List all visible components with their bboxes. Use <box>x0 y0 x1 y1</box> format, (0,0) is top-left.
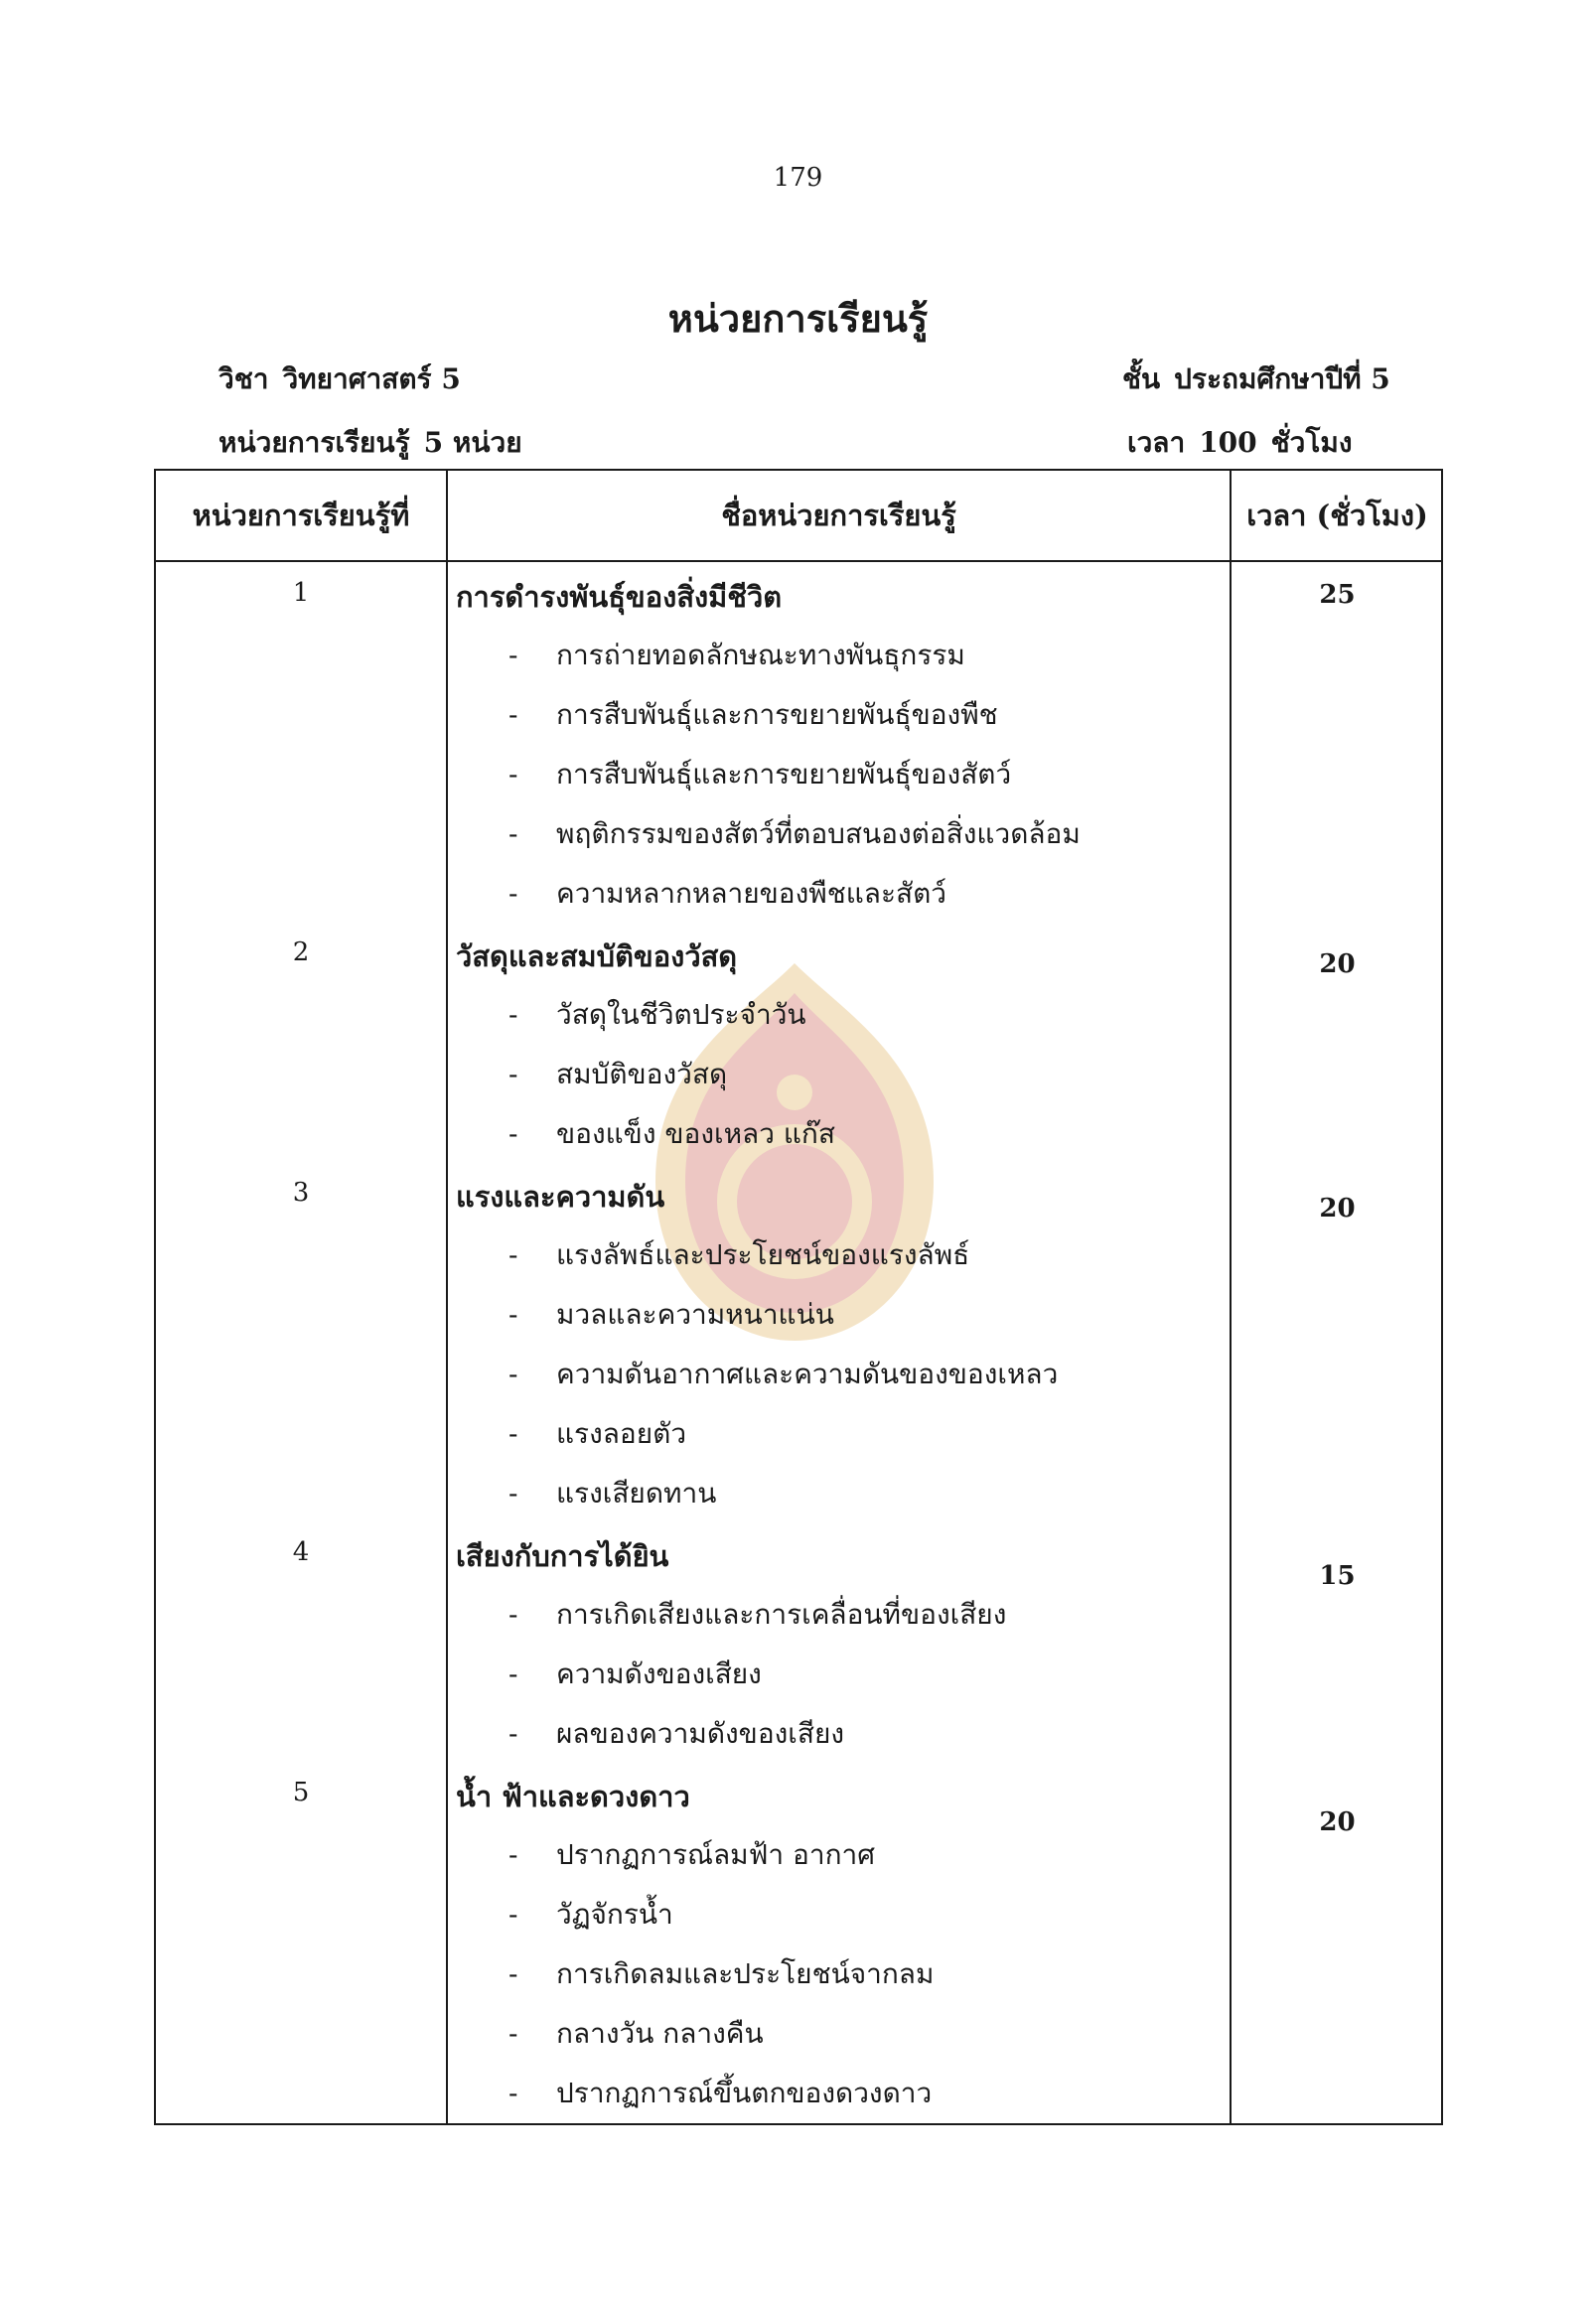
units-line <box>218 421 522 465</box>
unit-title: แรงและความดัน <box>456 1180 665 1214</box>
subject-value: วิทยาศาสตร์ 5 <box>282 362 461 395</box>
column-header-unit-name: ชื่อหน่วยการเรียนรู้ <box>721 499 956 532</box>
unit-number: 2 <box>292 937 310 967</box>
document-title: หน่วยการเรียนรู้ <box>667 296 929 341</box>
topic-bullet: - <box>508 1117 518 1150</box>
topic-item: - ปรากฏการณ์ลมฟ้า อากาศ <box>508 1838 876 1871</box>
time-value: 100 <box>1199 426 1257 459</box>
topic-item: - วัฏจักรน้ำ <box>508 1898 673 1931</box>
topic-bullet: - <box>508 1838 518 1871</box>
topic-bullet: - <box>508 1238 518 1271</box>
topic-item: - การเกิดเสียงและการเคลื่อนที่ของเสียง <box>508 1598 1007 1631</box>
grade-label: ชั้น <box>1122 362 1161 395</box>
grade-line <box>1122 358 1390 401</box>
topic-bullet: - <box>508 1598 518 1631</box>
unit-number: 4 <box>292 1537 310 1567</box>
topic-bullet: - <box>508 698 518 731</box>
unit-hours: 25 <box>1319 580 1356 610</box>
topic-item: - การสืบพันธุ์และการขยายพันธุ์ของสัตว์ <box>508 758 1012 791</box>
time-unit: ชั่วโมง <box>1270 426 1353 459</box>
subject-label: วิชา <box>218 362 269 395</box>
topic-item: - ความดันอากาศและความดันของของเหลว <box>508 1358 1059 1390</box>
topic-item: - แรงเสียดทาน <box>508 1477 717 1510</box>
topic-bullet: - <box>508 1957 518 1990</box>
learning-units-table <box>154 469 1443 2125</box>
topic-bullet: - <box>508 2017 518 2050</box>
subject-line <box>218 358 461 401</box>
topic-bullet: - <box>508 758 518 791</box>
page-number: 179 <box>773 163 823 193</box>
topic-item: - มวลและความหนาแน่น <box>508 1298 834 1331</box>
topic-item: - วัสดุในชีวิตประจำวัน <box>508 998 806 1031</box>
units-label: หน่วยการเรียนรู้ <box>218 426 410 459</box>
unit-title: การดำรงพันธุ์ของสิ่งมีชีวิต <box>456 580 783 614</box>
topic-bullet: - <box>508 1717 518 1750</box>
topic-bullet: - <box>508 639 518 671</box>
topic-item: - ความดังของเสียง <box>508 1657 762 1690</box>
topic-bullet: - <box>508 1657 518 1690</box>
topic-item: - การสืบพันธุ์และการขยายพันธุ์ของพืช <box>508 698 998 731</box>
topic-bullet: - <box>508 1298 518 1331</box>
column-header-unit-number: หน่วยการเรียนรู้ที่ <box>192 499 410 532</box>
topic-item: - แรงลอยตัว <box>508 1417 687 1450</box>
topic-bullet: - <box>508 1058 518 1090</box>
topic-bullet: - <box>508 1477 518 1510</box>
units-value: 5 หน่วย <box>423 426 522 459</box>
topic-bullet: - <box>508 998 518 1031</box>
unit-title: เสียงกับการได้ยิน <box>456 1539 669 1573</box>
grade-value: ประถมศึกษาปีที่ 5 <box>1174 362 1390 395</box>
topic-item: - สมบัติของวัสดุ <box>508 1058 728 1090</box>
unit-hours: 20 <box>1319 1807 1356 1837</box>
topic-item: - พฤติกรรมของสัตว์ที่ตอบสนองต่อสิ่งแวดล้อม <box>508 817 1081 850</box>
topic-bullet: - <box>508 817 518 850</box>
topic-bullet: - <box>508 1358 518 1390</box>
topic-item: - ความหลากหลายของพืชและสัตว์ <box>508 877 946 910</box>
topic-item: - ปรากฏการณ์ขึ้นตกของดวงดาว <box>508 2077 933 2109</box>
unit-hours: 20 <box>1319 949 1356 979</box>
column-header-hours: เวลา (ชั่วโมง) <box>1246 499 1428 532</box>
unit-hours: 15 <box>1319 1561 1356 1591</box>
topic-item: - การเกิดลมและประโยชน์จากลม <box>508 1957 935 1990</box>
time-line <box>1127 421 1353 465</box>
topic-item: - กลางวัน กลางคืน <box>508 2017 764 2050</box>
unit-number: 5 <box>292 1778 310 1807</box>
topic-item: - ของแข็ง ของเหลว แก๊ส <box>508 1117 835 1150</box>
topic-bullet: - <box>508 1898 518 1931</box>
unit-number: 3 <box>292 1178 310 1208</box>
unit-title: วัสดุและสมบัติของวัสดุ <box>456 939 738 973</box>
unit-number: 1 <box>292 578 310 608</box>
topic-bullet: - <box>508 2077 518 2109</box>
topic-item: - การถ่ายทอดลักษณะทางพันธุกรรม <box>508 639 965 671</box>
unit-title: น้ำ ฟ้าและดวงดาว <box>456 1780 690 1813</box>
time-label: เวลา <box>1127 426 1186 459</box>
unit-hours: 20 <box>1319 1194 1356 1223</box>
topic-bullet: - <box>508 1417 518 1450</box>
topic-bullet: - <box>508 877 518 910</box>
topic-item: - ผลของความดังของเสียง <box>508 1717 845 1750</box>
topic-item: - แรงลัพธ์และประโยชน์ของแรงลัพธ์ <box>508 1238 970 1271</box>
